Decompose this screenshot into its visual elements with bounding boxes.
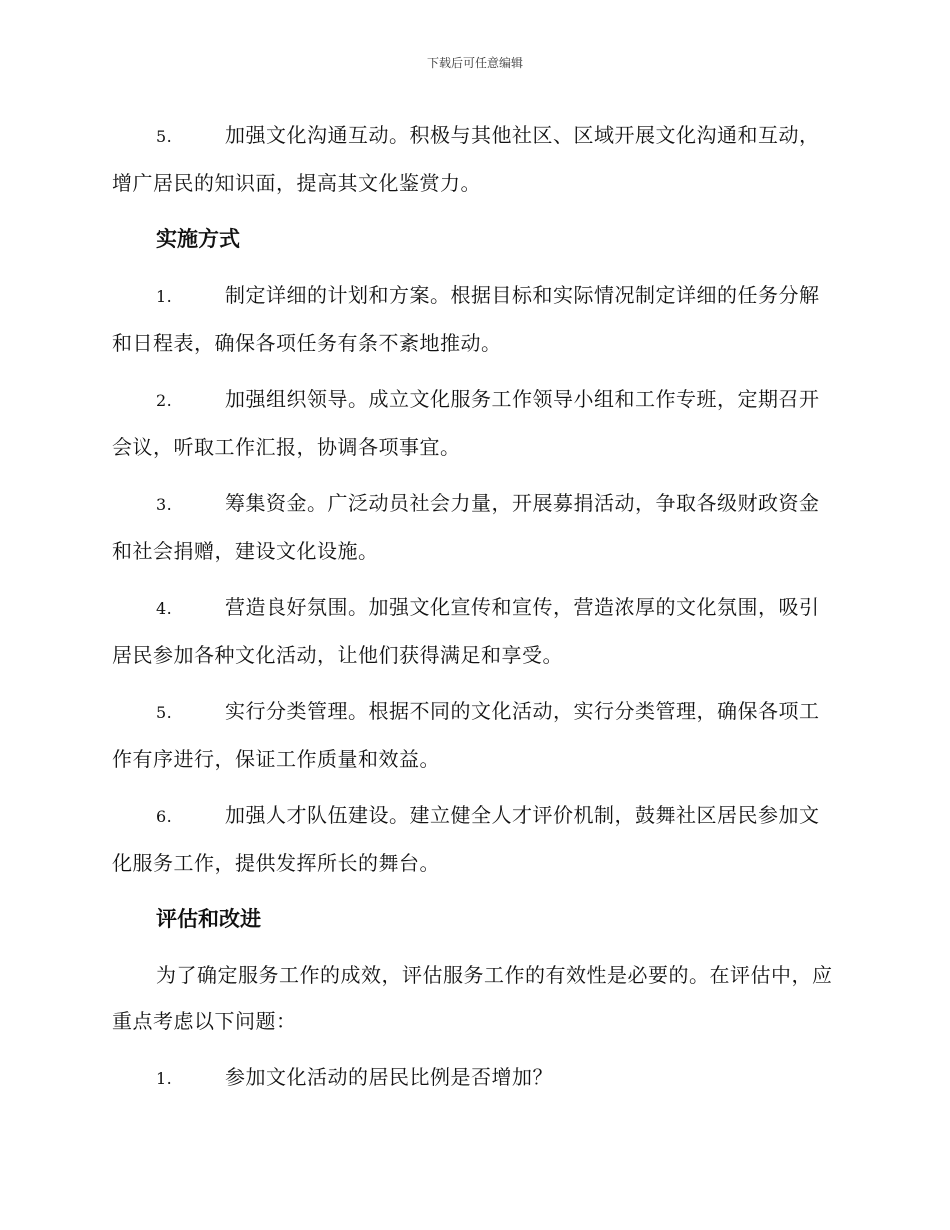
list-item-number: 1. — [156, 1069, 173, 1088]
list-item — [112, 112, 836, 206]
list-item — [112, 480, 836, 574]
evaluation-intro-paragraph: 为了确定服务工作的成效，评估服务工作的有效性是必要的。在评估中，应重点考虑以下问题： — [112, 963, 833, 1033]
list-item — [112, 272, 836, 366]
list-item-text: 参加文化活动的居民比例是否增加？ — [225, 1065, 553, 1089]
list-item-text: 实行分类管理。根据不同的文化活动，实行分类管理，确保各项工作有序进行，保证工作质量和效益。 — [112, 699, 820, 771]
section-heading-evaluation: 评估和改进 — [156, 906, 261, 931]
list-item-number: 5. — [156, 127, 173, 146]
list-item-number: 6. — [156, 807, 173, 826]
list-item-number: 3. — [156, 495, 173, 514]
list-item — [112, 1054, 836, 1102]
list-item-text: 加强人才队伍建设。建立健全人才评价机制，鼓舞社区居民参加文化服务工作，提供发挥所长的舞台。 — [112, 803, 820, 875]
list-item-text: 营造良好氛围。加强文化宣传和宣传，营造浓厚的文化氛围，吸引居民参加各种文化活动，让他们获得满足和享受。 — [112, 595, 820, 667]
page-header: 下载后可任意编辑 — [426, 56, 523, 70]
list-item-number: 4. — [156, 599, 173, 618]
list-item-text: 筹集资金。广泛动员社会力量，开展募捐活动，争取各级财政资金和社会捐赠，建设文化设施。 — [112, 491, 820, 563]
document-body — [112, 112, 836, 1112]
list-item-text: 制定详细的计划和方案。根据目标和实际情况制定详细的任务分解和日程表，确保各项任务有条不紊地推动。 — [112, 283, 820, 355]
list-item-number: 2. — [156, 391, 173, 410]
section-heading-implementation: 实施方式 — [156, 226, 240, 251]
list-item — [112, 376, 836, 470]
list-item-text: 加强组织领导。成立文化服务工作领导小组和工作专班，定期召开会议，听取工作汇报，协调各项事宜。 — [112, 387, 820, 459]
list-item-number: 1. — [156, 287, 173, 306]
list-item — [112, 688, 836, 782]
list-item — [112, 792, 836, 886]
list-item — [112, 584, 836, 678]
list-item-number: 5. — [156, 703, 173, 722]
list-item-text: 加强文化沟通互动。积极与其他社区、区域开展文化沟通和互动，增广居民的知识面，提高其文化鉴赏力。 — [112, 123, 820, 195]
